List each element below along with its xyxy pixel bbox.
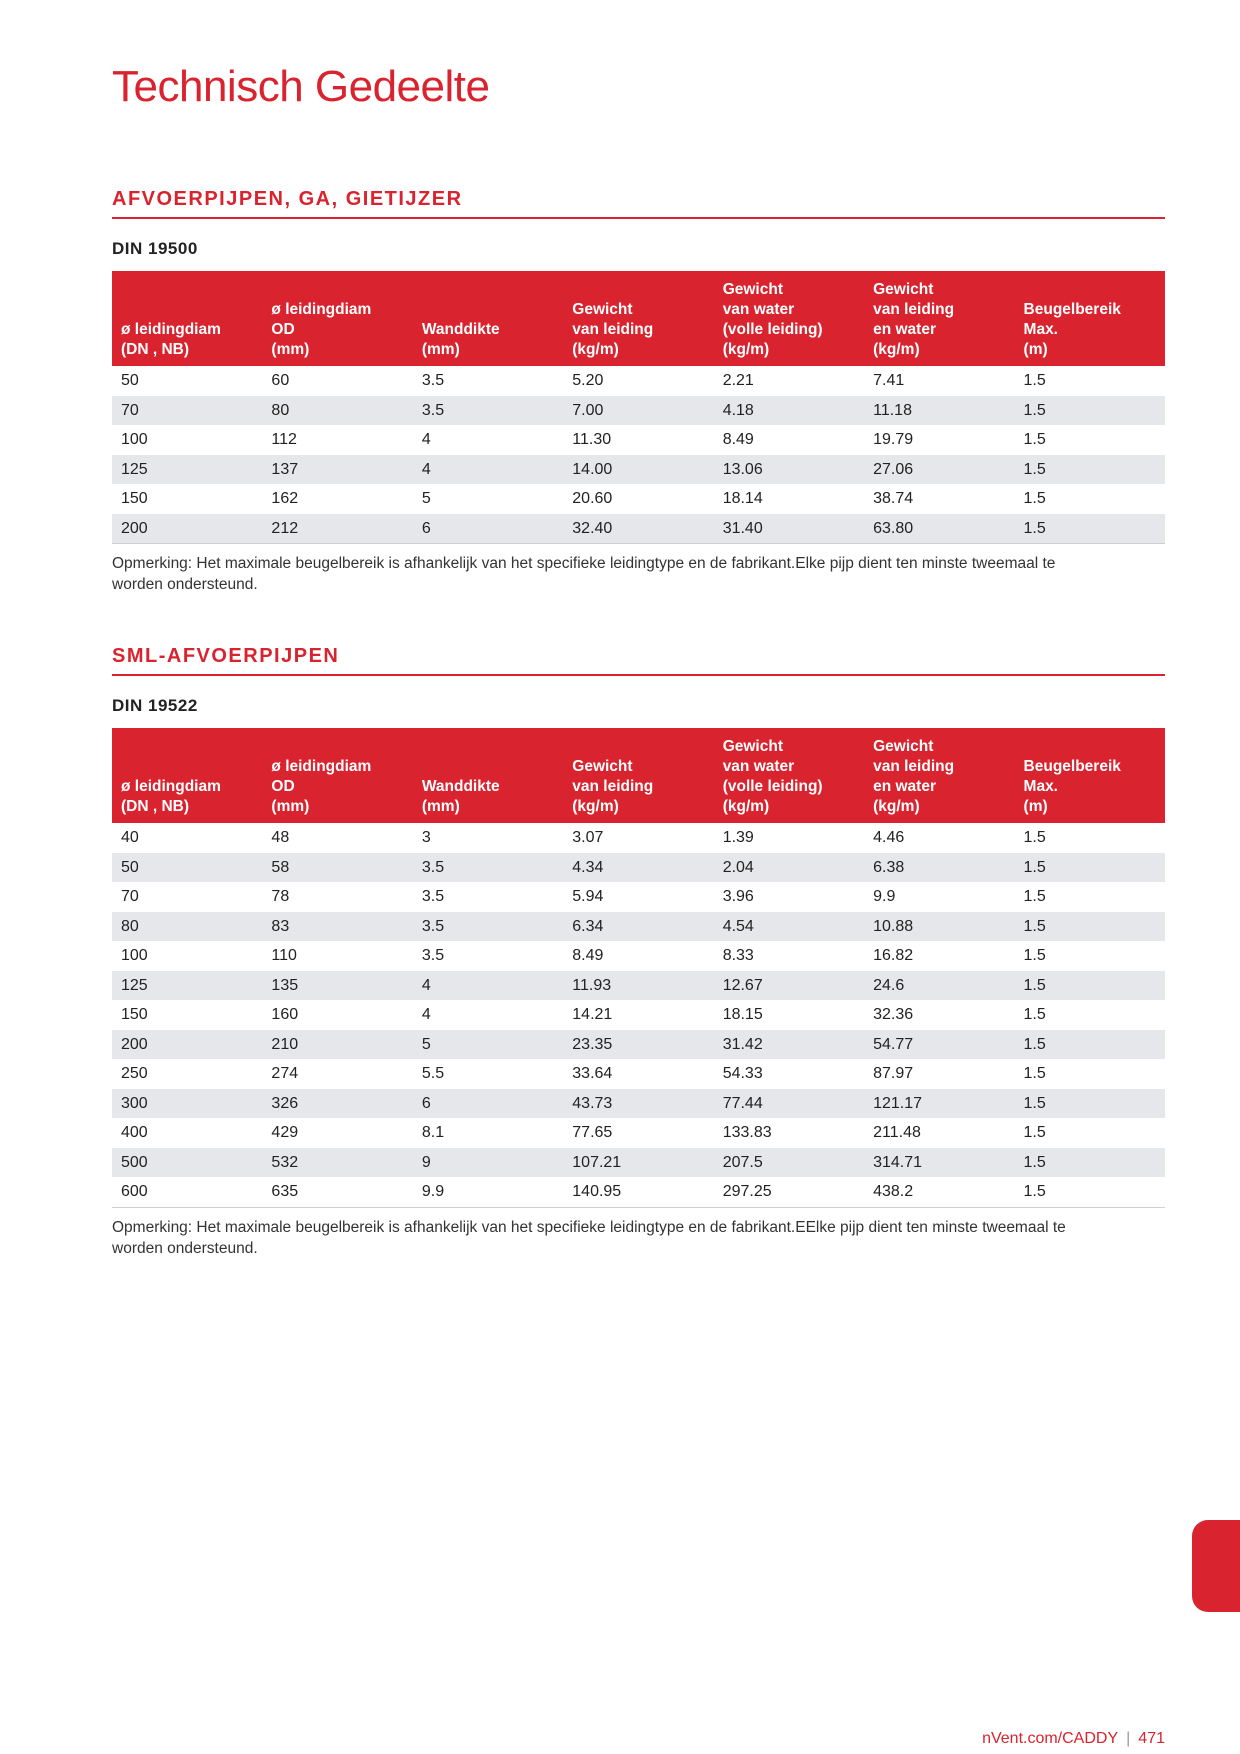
table-cell: 8.49 bbox=[722, 431, 754, 448]
table-note: Opmerking: Het maximale beugelbereik is afhankelijk van het specifieke leidingtype en de fabrikant.EElke pijp dient ten minste tweemaal te worden ondersteund. bbox=[112, 1218, 1066, 1257]
table-cell: 4.54 bbox=[714, 912, 864, 942]
column-header bbox=[262, 271, 412, 366]
table-cell: 9 bbox=[413, 1148, 563, 1178]
table-cell: 4.34 bbox=[563, 853, 713, 883]
table-cell: 326 bbox=[262, 1089, 412, 1119]
table-cell: 20.60 bbox=[572, 490, 613, 507]
table-cell: 107.21 bbox=[563, 1148, 713, 1178]
table-cell: 1.5 bbox=[1015, 971, 1165, 1001]
table-cell: 100 bbox=[121, 431, 148, 448]
standard-label: DIN 19522 bbox=[112, 696, 198, 715]
section-afvoerpijpen-ga bbox=[112, 188, 1165, 595]
table-cell: 7.00 bbox=[563, 396, 713, 426]
table-cell: 83 bbox=[262, 912, 412, 942]
table-cell: 110 bbox=[271, 947, 297, 964]
table-cell: 6.38 bbox=[864, 853, 1014, 883]
table-cell: 1.5 bbox=[1015, 1148, 1165, 1178]
column-header-line: Gewicht bbox=[572, 301, 633, 318]
table-header-row bbox=[112, 271, 1165, 366]
table-cell: 125 bbox=[112, 455, 262, 485]
table-cell: 6.34 bbox=[563, 912, 713, 942]
side-tab-marker bbox=[1192, 1520, 1240, 1612]
column-header bbox=[714, 728, 864, 823]
table-cell: 11.18 bbox=[864, 396, 1014, 426]
table-cell: 50 bbox=[112, 853, 262, 883]
column-header-line: (kg/m) bbox=[572, 798, 619, 815]
section-title: AFVOERPIJPEN, GA, GIETIJZER bbox=[112, 188, 1165, 219]
column-header-line: (volle leiding) bbox=[722, 321, 823, 338]
table-cell: 70 bbox=[121, 888, 139, 905]
table-cell: 8.49 bbox=[572, 947, 604, 964]
page-footer bbox=[982, 1730, 1165, 1748]
column-header-line: (kg/m) bbox=[873, 341, 920, 358]
table-cell: 1.5 bbox=[1023, 1065, 1046, 1082]
column-header-line: OD bbox=[271, 778, 295, 795]
table-cell: 19.79 bbox=[873, 431, 914, 448]
section-sml-afvoerpijpen bbox=[112, 645, 1165, 1259]
column-header-line: (mm) bbox=[271, 798, 310, 815]
table-cell: 212 bbox=[262, 514, 412, 544]
column-header bbox=[864, 728, 1014, 823]
table-cell: 121.17 bbox=[864, 1089, 1014, 1119]
column-header-line: Gewicht bbox=[873, 738, 934, 755]
column-header-line: ø leidingdiam bbox=[271, 758, 372, 775]
table-cell: 274 bbox=[271, 1065, 299, 1082]
table-cell: 1.5 bbox=[1015, 912, 1165, 942]
table-row bbox=[112, 1089, 1165, 1119]
table-cell: 1.5 bbox=[1023, 372, 1046, 389]
table-cell: 31.40 bbox=[714, 514, 864, 544]
table-row bbox=[112, 823, 1165, 853]
column-header-line: (mm) bbox=[271, 341, 310, 358]
table-cell: 32.36 bbox=[873, 1006, 914, 1023]
table-cell: 314.71 bbox=[864, 1148, 1014, 1178]
table-cell: 1.5 bbox=[1015, 853, 1165, 883]
table-cell: 31.42 bbox=[714, 1030, 864, 1060]
table-cell: 140.95 bbox=[563, 1177, 713, 1207]
table-row bbox=[112, 425, 1165, 455]
table-cell: 207.5 bbox=[714, 1148, 864, 1178]
table-cell: 3.07 bbox=[572, 829, 604, 846]
table-cell: 3.5 bbox=[413, 396, 563, 426]
table-cell: 200 bbox=[112, 1030, 262, 1060]
table-cell: 1.5 bbox=[1023, 947, 1046, 964]
table-cell: 211.48 bbox=[873, 1124, 921, 1141]
column-header bbox=[563, 271, 713, 366]
column-header-line: Wanddikte bbox=[421, 778, 500, 795]
column-header-line: (DN , NB) bbox=[121, 341, 190, 358]
table-cell: 14.00 bbox=[563, 455, 713, 485]
standard-label: DIN 19500 bbox=[112, 239, 198, 258]
table-cell: 125 bbox=[112, 971, 262, 1001]
table-header-row bbox=[112, 728, 1165, 823]
column-header-line: van leiding bbox=[572, 321, 654, 338]
table-cell: 18.15 bbox=[722, 1006, 763, 1023]
table-cell: 54.77 bbox=[864, 1030, 1014, 1060]
column-header-line: en water bbox=[873, 778, 936, 795]
column-header-line: (mm) bbox=[421, 798, 460, 815]
table-cell: 5 bbox=[421, 490, 431, 507]
table-row bbox=[112, 1148, 1165, 1178]
page-title: Technisch Gedeelte bbox=[112, 62, 490, 111]
table-row bbox=[112, 912, 1165, 942]
table-cell: 3 bbox=[421, 829, 431, 846]
table-row bbox=[112, 366, 1165, 396]
table-cell: 33.64 bbox=[572, 1065, 613, 1082]
table-cell: 63.80 bbox=[864, 514, 1014, 544]
table-cell: 438.2 bbox=[864, 1177, 1014, 1207]
table-cell: 1.5 bbox=[1023, 1124, 1046, 1141]
column-header bbox=[112, 271, 262, 366]
table-cell: 43.73 bbox=[563, 1089, 713, 1119]
table-cell: 1.5 bbox=[1023, 1006, 1046, 1023]
column-header-line: van water bbox=[722, 758, 795, 775]
table-row bbox=[112, 514, 1165, 544]
column-header-line: (kg/m) bbox=[873, 798, 920, 815]
table-cell: 70 bbox=[112, 396, 262, 426]
table-cell: 137 bbox=[262, 455, 412, 485]
column-header bbox=[112, 728, 262, 823]
table-cell: 1.5 bbox=[1023, 829, 1046, 846]
column-header bbox=[864, 271, 1014, 366]
column-header-line: Max. bbox=[1023, 778, 1058, 795]
table-cell: 532 bbox=[262, 1148, 412, 1178]
table-cell: 9.9 bbox=[413, 1177, 563, 1207]
table-cell: 3.5 bbox=[413, 912, 563, 942]
table-cell: 133.83 bbox=[722, 1124, 772, 1141]
spec-table bbox=[112, 728, 1165, 1208]
table-cell: 1.5 bbox=[1015, 1177, 1165, 1207]
table-cell: 87.97 bbox=[873, 1065, 914, 1082]
table-cell: 3.5 bbox=[413, 853, 563, 883]
table-cell: 162 bbox=[271, 490, 299, 507]
column-header bbox=[413, 271, 563, 366]
column-header-line: (m) bbox=[1023, 341, 1048, 358]
table-cell: 3.5 bbox=[421, 888, 445, 905]
table-cell: 54.33 bbox=[722, 1065, 763, 1082]
column-header-line: Gewicht bbox=[873, 281, 934, 298]
table-row bbox=[112, 1059, 1165, 1089]
table-row bbox=[112, 484, 1165, 514]
table-cell: 5.5 bbox=[421, 1065, 445, 1082]
table-cell: 1.39 bbox=[722, 829, 754, 846]
table-cell: 160 bbox=[271, 1006, 299, 1023]
column-header-line: ø leidingdiam bbox=[271, 301, 372, 318]
table-cell: 60 bbox=[271, 372, 290, 389]
column-header-line: Gewicht bbox=[722, 281, 783, 298]
section-title: SML-AFVOERPIJPEN bbox=[112, 645, 1165, 676]
table-cell: 1.5 bbox=[1023, 490, 1046, 507]
table-cell: 135 bbox=[262, 971, 412, 1001]
column-header-line: ø leidingdiam bbox=[121, 321, 221, 338]
table-cell: 4.46 bbox=[873, 829, 905, 846]
table-cell: 77.44 bbox=[714, 1089, 864, 1119]
table-cell: 7.41 bbox=[873, 372, 905, 389]
column-header bbox=[262, 728, 412, 823]
table-cell: 6 bbox=[413, 1089, 563, 1119]
table-cell: 24.6 bbox=[864, 971, 1014, 1001]
table-cell: 600 bbox=[112, 1177, 262, 1207]
column-header-line: Max. bbox=[1023, 321, 1058, 338]
table-cell: 80 bbox=[262, 396, 412, 426]
table-cell: 23.35 bbox=[563, 1030, 713, 1060]
table-cell: 1.5 bbox=[1015, 396, 1165, 426]
table-cell: 1.5 bbox=[1023, 888, 1046, 905]
table-cell: 1.5 bbox=[1015, 455, 1165, 485]
table-row bbox=[112, 882, 1165, 912]
table-cell: 10.88 bbox=[864, 912, 1014, 942]
table-cell: 112 bbox=[271, 431, 297, 448]
table-cell: 429 bbox=[271, 1124, 299, 1141]
table-cell: 400 bbox=[121, 1124, 148, 1141]
column-header-line: (m) bbox=[1023, 798, 1048, 815]
table-body bbox=[112, 823, 1165, 1207]
footer-separator: | bbox=[1126, 1730, 1131, 1747]
table-cell: 11.30 bbox=[572, 431, 612, 448]
table-cell: 4 bbox=[421, 431, 431, 448]
table-row bbox=[112, 455, 1165, 485]
table-cell: 78 bbox=[271, 888, 290, 905]
footer-site-link[interactable]: nVent.com/CADDY bbox=[982, 1730, 1119, 1747]
table-cell: 77.65 bbox=[572, 1124, 613, 1141]
spec-table bbox=[112, 271, 1165, 544]
table-cell: 297.25 bbox=[714, 1177, 864, 1207]
table-cell: 4.18 bbox=[714, 396, 864, 426]
table-cell: 6 bbox=[413, 514, 563, 544]
table-cell: 3.96 bbox=[722, 888, 754, 905]
column-header-line: (DN , NB) bbox=[121, 798, 190, 815]
table-cell: 1.5 bbox=[1023, 431, 1046, 448]
column-header bbox=[1015, 728, 1165, 823]
table-cell: 200 bbox=[112, 514, 262, 544]
column-header-line: van leiding bbox=[572, 778, 654, 795]
table-row bbox=[112, 853, 1165, 883]
table-cell: 150 bbox=[121, 1006, 148, 1023]
table-cell: 8.1 bbox=[421, 1124, 445, 1141]
column-header-line: Gewicht bbox=[572, 758, 633, 775]
table-cell: 300 bbox=[112, 1089, 262, 1119]
column-header-line: van leiding bbox=[873, 301, 955, 318]
table-row bbox=[112, 1118, 1165, 1148]
column-header bbox=[413, 728, 563, 823]
column-header-line: Beugelbereik bbox=[1023, 301, 1121, 318]
table-row bbox=[112, 1030, 1165, 1060]
table-cell: 5.94 bbox=[572, 888, 604, 905]
table-row bbox=[112, 396, 1165, 426]
table-row bbox=[112, 971, 1165, 1001]
table-cell: 635 bbox=[262, 1177, 412, 1207]
table-cell: 8.33 bbox=[722, 947, 754, 964]
table-row bbox=[112, 1000, 1165, 1030]
table-cell: 58 bbox=[262, 853, 412, 883]
table-cell: 5 bbox=[413, 1030, 563, 1060]
column-header-line: van leiding bbox=[873, 758, 955, 775]
table-row bbox=[112, 1177, 1165, 1207]
table-cell: 3.5 bbox=[421, 372, 445, 389]
table-cell: 2.04 bbox=[714, 853, 864, 883]
table-body bbox=[112, 366, 1165, 544]
table-cell: 4 bbox=[413, 971, 563, 1001]
table-cell: 27.06 bbox=[864, 455, 1014, 485]
column-header-line: OD bbox=[271, 321, 295, 338]
table-cell: 250 bbox=[121, 1065, 148, 1082]
table-cell: 16.82 bbox=[873, 947, 914, 964]
table-cell: 4 bbox=[421, 1006, 431, 1023]
table-cell: 150 bbox=[121, 490, 148, 507]
table-cell: 40 bbox=[121, 829, 139, 846]
column-header bbox=[714, 271, 864, 366]
column-header-line: (volle leiding) bbox=[722, 778, 823, 795]
column-header-line: van water bbox=[722, 301, 795, 318]
table-cell: 50 bbox=[121, 372, 139, 389]
column-header bbox=[563, 728, 713, 823]
table-cell: 13.06 bbox=[714, 455, 864, 485]
column-header-line: (kg/m) bbox=[722, 341, 770, 358]
table-cell: 210 bbox=[262, 1030, 412, 1060]
table-cell: 14.21 bbox=[572, 1006, 613, 1023]
column-header-line: Gewicht bbox=[722, 738, 783, 755]
table-cell: 5.20 bbox=[572, 372, 604, 389]
table-cell: 1.5 bbox=[1015, 1030, 1165, 1060]
table-note: Opmerking: Het maximale beugelbereik is afhankelijk van het specifieke leidingtype en de fabrikant.Elke pijp dient ten minste tweemaal te worden ondersteund. bbox=[112, 555, 1056, 593]
table-cell: 1.5 bbox=[1015, 514, 1165, 544]
column-header-line: (mm) bbox=[421, 341, 460, 358]
table-row bbox=[112, 941, 1165, 971]
table-cell: 32.40 bbox=[563, 514, 713, 544]
column-header-line: (kg/m) bbox=[722, 798, 770, 815]
column-header-line: Wanddikte bbox=[421, 321, 500, 338]
table-cell: 9.9 bbox=[873, 888, 896, 905]
table-cell: 100 bbox=[121, 947, 148, 964]
column-header-line: en water bbox=[873, 321, 936, 338]
column-header bbox=[1015, 271, 1165, 366]
table-cell: 38.74 bbox=[873, 490, 914, 507]
table-cell: 18.14 bbox=[722, 490, 763, 507]
column-header-line: ø leidingdiam bbox=[121, 778, 221, 795]
table-cell: 1.5 bbox=[1015, 1089, 1165, 1119]
table-cell: 2.21 bbox=[722, 372, 754, 389]
page-number: 471 bbox=[1138, 1730, 1165, 1747]
table-cell: 4 bbox=[413, 455, 563, 485]
table-cell: 3.5 bbox=[421, 947, 445, 964]
column-header-line: Beugelbereik bbox=[1023, 758, 1121, 775]
table-cell: 12.67 bbox=[714, 971, 864, 1001]
column-header-line: (kg/m) bbox=[572, 341, 619, 358]
table-cell: 11.93 bbox=[563, 971, 713, 1001]
table-cell: 48 bbox=[271, 829, 290, 846]
table-cell: 80 bbox=[112, 912, 262, 942]
table-cell: 500 bbox=[112, 1148, 262, 1178]
